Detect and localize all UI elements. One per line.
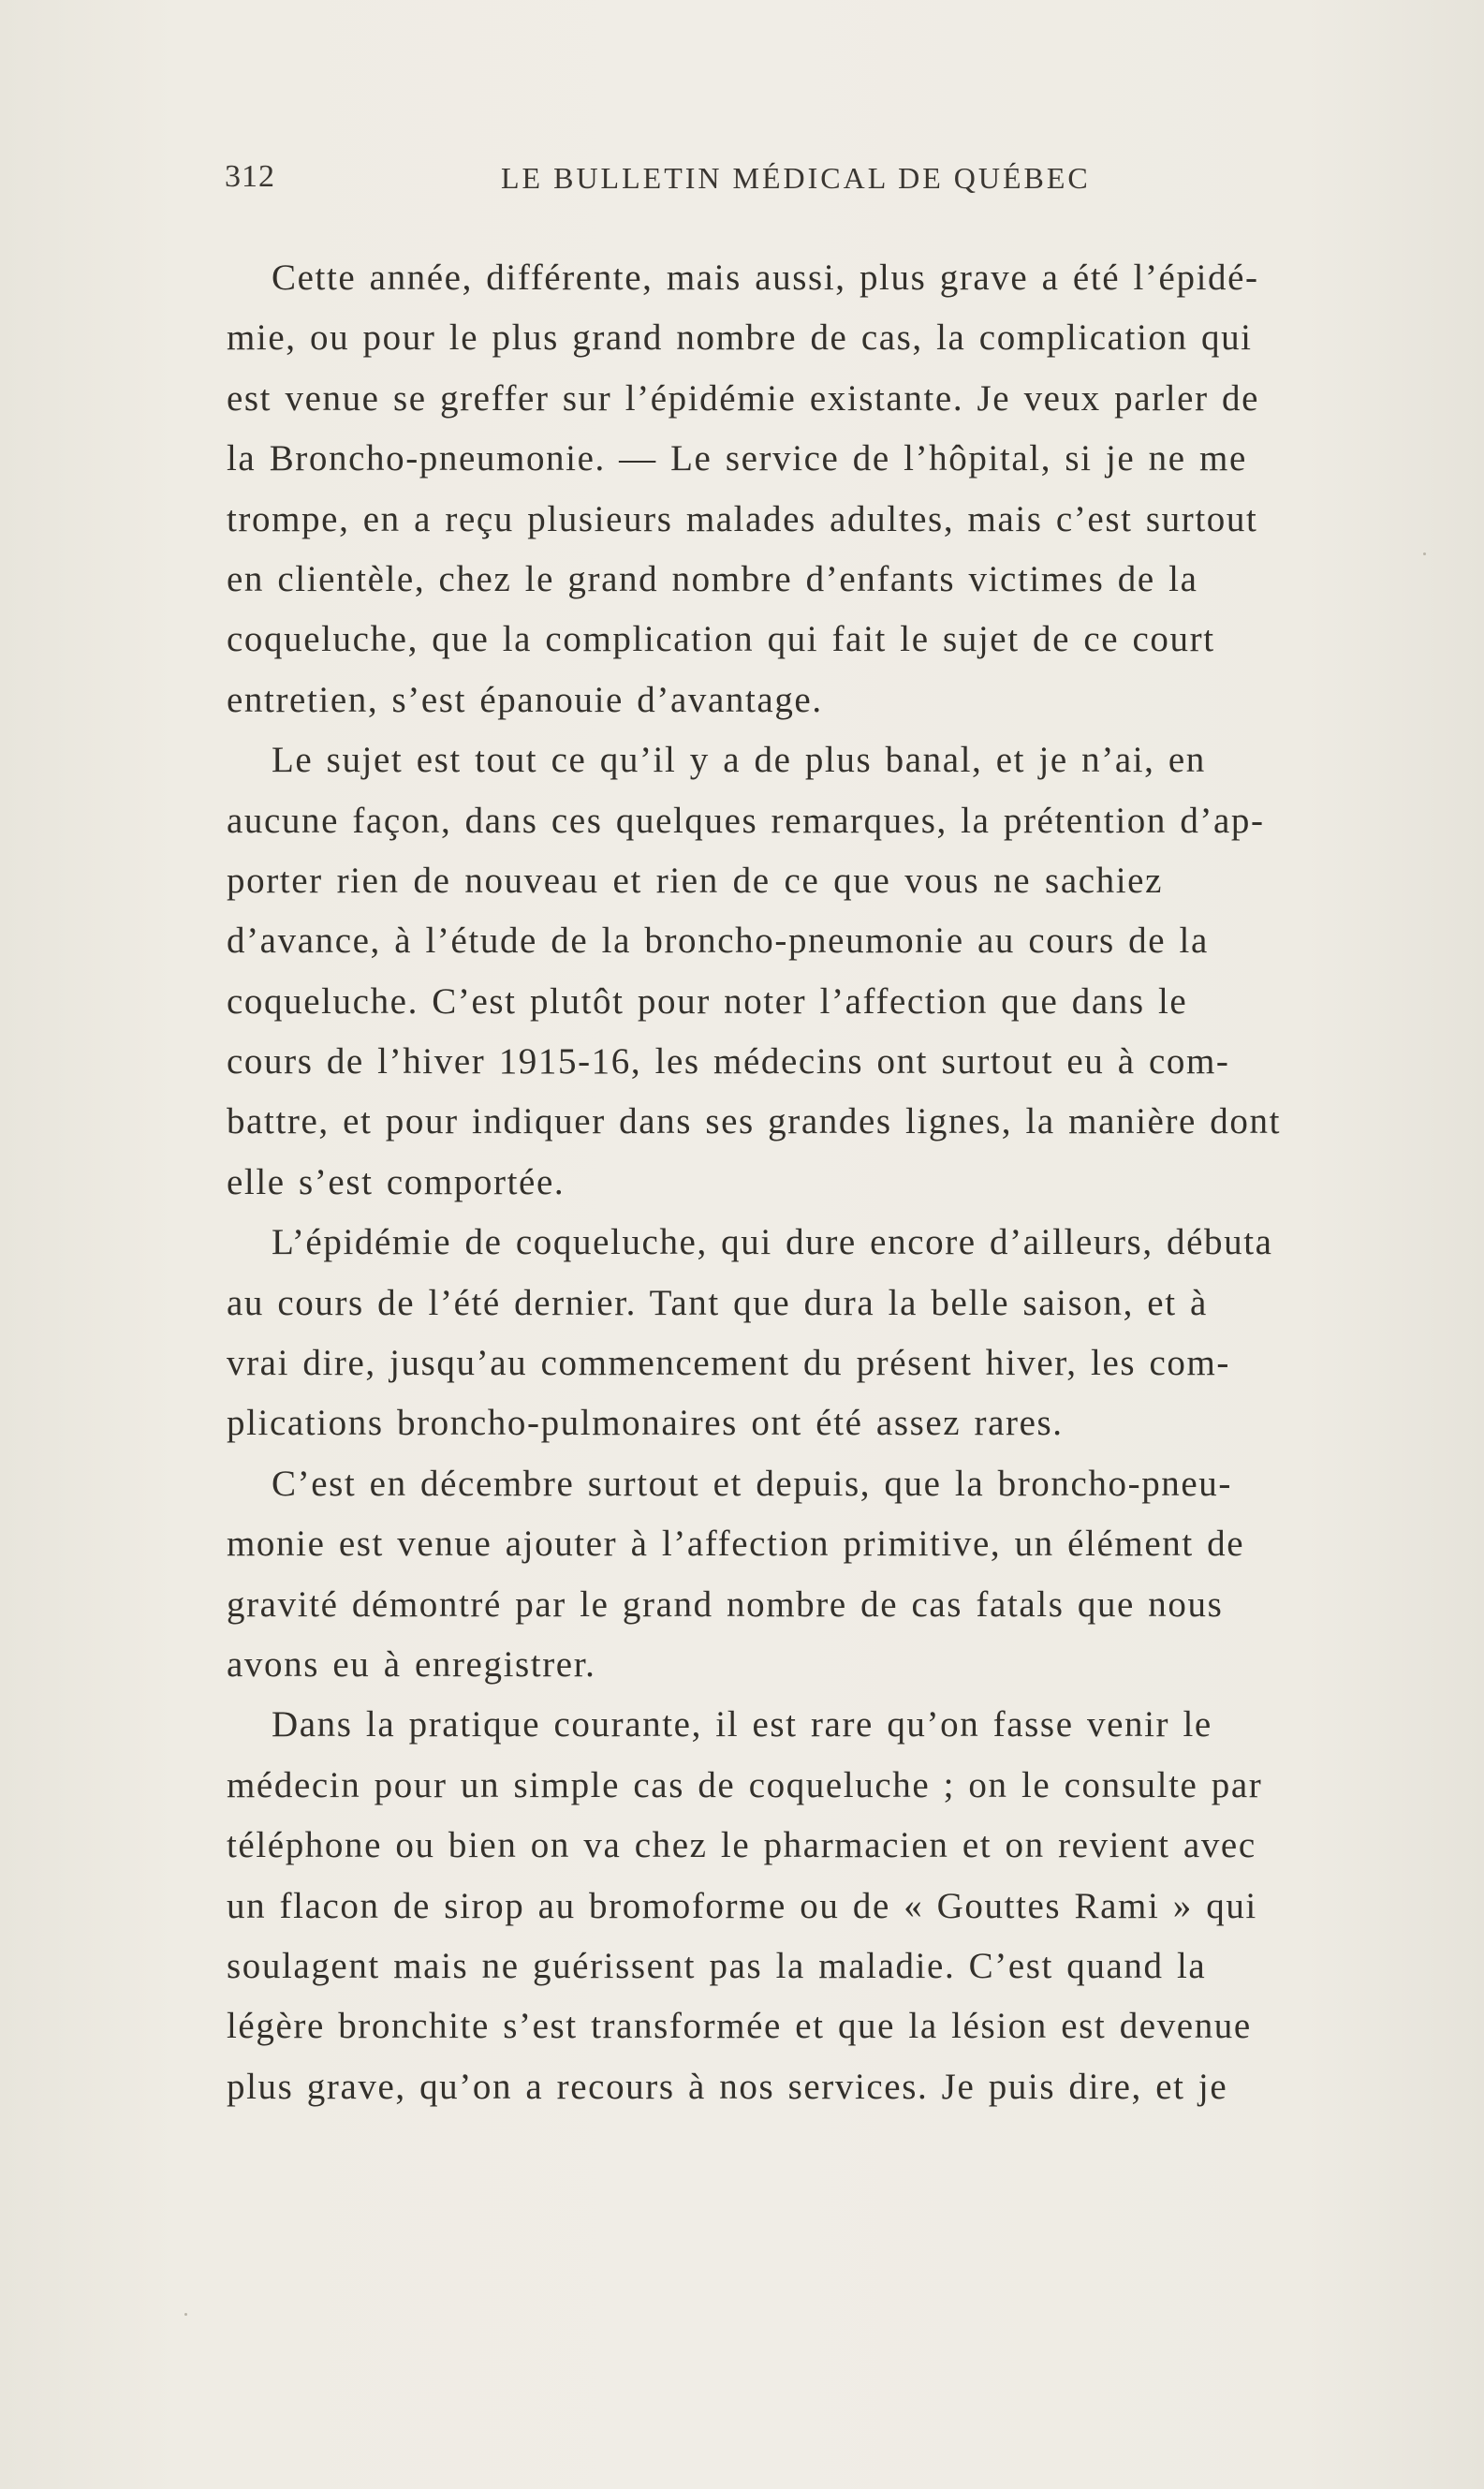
text-line: coqueluche. C’est plutôt pour noter l’affection que dans le bbox=[227, 980, 1188, 1022]
text-line: vrai dire, jusqu’au commencement du présent hiver, les com- bbox=[227, 1343, 1231, 1384]
text-line: coqueluche, que la complication qui fait le sujet de ce court bbox=[227, 619, 1215, 660]
text-line: téléphone ou bien on va chez le pharmacien et on revient avec bbox=[227, 1825, 1256, 1866]
text-line: L’épidémie de coqueluche, qui dure encore d’ailleurs, débuta bbox=[272, 1222, 1273, 1263]
text-line: plications broncho-pulmonaires ont été assez rares. bbox=[227, 1403, 1064, 1444]
text-line: d’avance, à l’étude de la broncho-pneumonie au cours de la bbox=[227, 920, 1209, 962]
text-line: Le sujet est tout ce qu’il y a de plus banal, et je n’ai, en bbox=[272, 740, 1206, 781]
text-line: plus grave, qu’on a recours à nos services. Je puis dire, et je bbox=[227, 2066, 1228, 2107]
paper-speck bbox=[1423, 552, 1426, 555]
text-line: mie, ou pour le plus grand nombre de cas, la complication qui bbox=[227, 317, 1253, 359]
text-line: elle s’est comportée. bbox=[227, 1161, 566, 1202]
text-line: battre, et pour indiquer dans ses grandes lignes, la manière dont bbox=[227, 1101, 1282, 1142]
text-line: soulagent mais ne guérissent pas la maladie. C’est quand la bbox=[227, 1945, 1207, 1986]
text-line: Dans la pratique courante, il est rare qu’on fasse venir le bbox=[272, 1704, 1212, 1745]
text-line: est venue se greffer sur l’épidémie existante. Je veux parler de bbox=[227, 377, 1260, 419]
paper-speck bbox=[184, 2313, 187, 2316]
page-header bbox=[225, 159, 1161, 206]
text-line: cours de l’hiver 1915-16, les médecins ont surtout eu à com- bbox=[227, 1041, 1230, 1082]
text-line: légère bronchite s’est transformée et que la lésion est devenue bbox=[227, 2006, 1252, 2047]
text-line: entretien, s’est épanouie d’avantage. bbox=[227, 679, 823, 720]
text-line: un flacon de sirop au bromoforme ou de « Gouttes Rami » qui bbox=[227, 1885, 1257, 1926]
text-line: aucune façon, dans ces quelques remarques, la prétention d’ap- bbox=[227, 800, 1265, 841]
text-line: C’est en décembre surtout et depuis, que la broncho-pneu- bbox=[272, 1463, 1232, 1504]
text-line: Cette année, différente, mais aussi, plus grave a été l’épidé- bbox=[272, 258, 1259, 298]
text-line: médecin pour un simple cas de coqueluche ; on le consulte par bbox=[227, 1764, 1263, 1805]
text-line: gravité démontré par le grand nombre de cas fatals que nous bbox=[227, 1583, 1224, 1625]
running-title: LE BULLETIN MÉDICAL DE QUÉBEC bbox=[501, 161, 1091, 195]
text-line: avons eu à enregistrer. bbox=[227, 1643, 596, 1685]
text-line: en clientèle, chez le grand nombre d’enfants victimes de la bbox=[227, 558, 1198, 599]
text-line: au cours de l’été dernier. Tant que dura la belle saison, et à bbox=[227, 1282, 1208, 1323]
page-number: 312 bbox=[225, 159, 275, 194]
text-line: porter rien de nouveau et rien de ce que vous ne sachiez bbox=[227, 860, 1163, 901]
text-line: la Broncho-pneumonie. — Le service de l’hôpital, si je ne me bbox=[227, 438, 1247, 479]
body-text bbox=[227, 248, 1282, 2117]
text-line: monie est venue ajouter à l’affection primitive, un élément de bbox=[227, 1524, 1245, 1565]
text-line: trompe, en a reçu plusieurs malades adultes, mais c’est surtout bbox=[227, 498, 1258, 539]
